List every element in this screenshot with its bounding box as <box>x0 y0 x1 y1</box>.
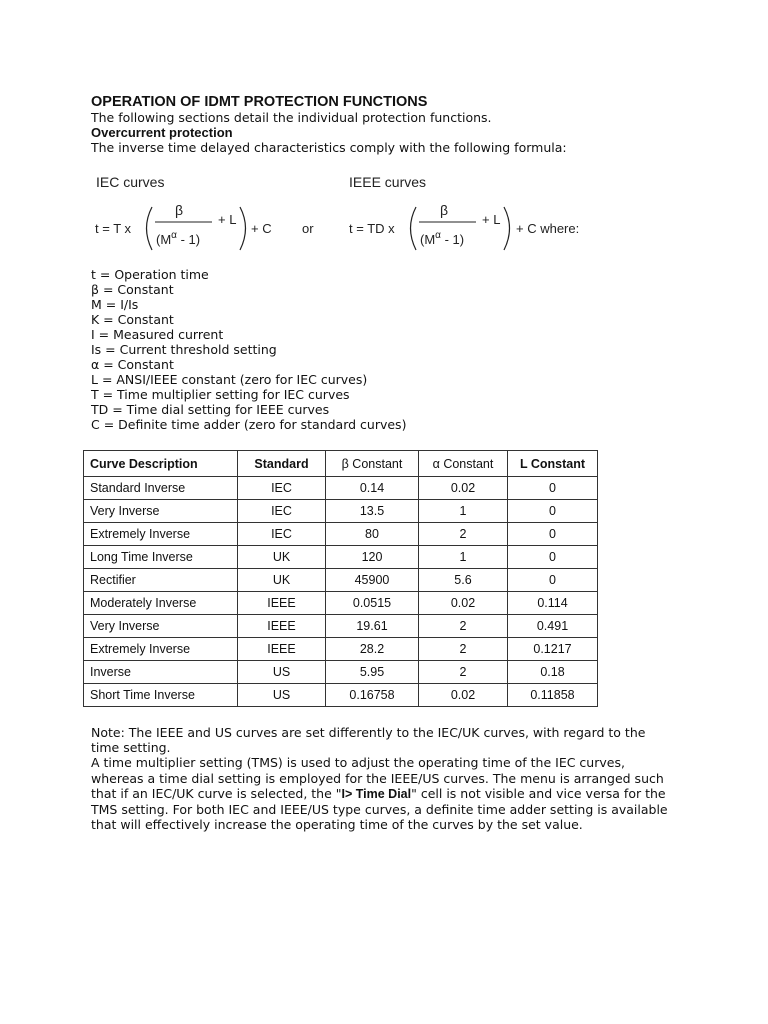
cell-alpha: 0.02 <box>419 592 508 615</box>
cell-alpha: 2 <box>419 523 508 546</box>
ieee-right-paren <box>504 207 510 250</box>
cell-standard: UK <box>238 546 326 569</box>
iec-plus-c: + C <box>251 221 272 236</box>
cell-standard: IEC <box>238 500 326 523</box>
definitions-list <box>91 267 406 432</box>
cell-curve: Extremely Inverse <box>84 523 238 546</box>
iec-left-paren <box>147 207 153 250</box>
cell-standard: IEEE <box>238 592 326 615</box>
formula-intro-text: The inverse time delayed characteristics comply with the following formula: <box>91 140 567 155</box>
cell-standard: IEEE <box>238 615 326 638</box>
table-row <box>84 661 598 684</box>
ieee-den-exp: α <box>435 230 441 241</box>
ieee-left-paren <box>411 207 417 250</box>
cell-alpha: 0.02 <box>419 477 508 500</box>
ieee-plus-l: + L <box>482 212 501 227</box>
definition-item: Is = Current threshold setting <box>91 342 277 357</box>
cell-standard: IEEE <box>238 638 326 661</box>
table-row <box>84 546 598 569</box>
cell-l: 0.1217 <box>508 638 598 661</box>
cell-curve: Standard Inverse <box>84 477 238 500</box>
iec-lhs: t = T x <box>95 221 132 236</box>
header-beta-constant: β Constant <box>326 451 419 477</box>
ieee-den-rest: - 1) <box>440 232 465 247</box>
page-title: OPERATION OF IDMT PROTECTION FUNCTIONS <box>91 94 428 110</box>
iec-numerator: β <box>175 202 184 218</box>
cell-l: 0 <box>508 546 598 569</box>
cell-alpha: 1 <box>419 500 508 523</box>
header-l-constant: L Constant <box>508 451 598 477</box>
iec-right-paren <box>240 207 246 250</box>
intro-text: The following sections detail the individual protection functions. <box>91 110 492 125</box>
definition-item: C = Definite time adder (zero for standard curves) <box>91 417 407 432</box>
table-row <box>84 523 598 546</box>
cell-l: 0.114 <box>508 592 598 615</box>
cell-curve: Very Inverse <box>84 500 238 523</box>
definition-item: K = Constant <box>91 312 174 327</box>
ieee-curves-label: IEEE curves <box>349 174 427 190</box>
iec-den-rest: - 1) <box>176 232 201 247</box>
iec-den-exp: α <box>171 230 177 241</box>
cell-standard: UK <box>238 569 326 592</box>
tms-text-after: " cell is not visible and vice versa for the TMS setting. For both IEC and IEEE/US type curves, a definite time adder setting is available that will effectively increase the operating time of the curves by the set value. <box>91 785 668 833</box>
cell-curve: Rectifier <box>84 569 238 592</box>
formula-figure <box>0 168 768 258</box>
table-row <box>84 615 598 638</box>
definition-item: α = Constant <box>91 357 174 372</box>
header-alpha-constant: α Constant <box>419 451 508 477</box>
cell-beta: 28.2 <box>326 638 419 661</box>
definition-item: TD = Time dial setting for IEEE curves <box>91 402 330 417</box>
cell-standard: US <box>238 661 326 684</box>
header-curve-description: Curve Description <box>84 451 238 477</box>
note-block <box>91 725 671 832</box>
cell-beta: 120 <box>326 546 419 569</box>
cell-alpha: 5.6 <box>419 569 508 592</box>
tms-paragraph <box>91 755 671 832</box>
header-standard: Standard <box>238 451 326 477</box>
cell-l: 0 <box>508 569 598 592</box>
cell-alpha: 2 <box>419 638 508 661</box>
cell-l: 0.11858 <box>508 684 598 707</box>
cell-alpha: 2 <box>419 661 508 684</box>
cell-curve: Very Inverse <box>84 615 238 638</box>
iec-denominator <box>156 230 200 247</box>
table-header-row <box>84 451 598 477</box>
tms-text-before: A time multiplier setting (TMS) is used to adjust the operating time of the IEC curves, whereas a time dial setting is employed for the IEEE/US curves. The menu is arranged such that if an IEC/UK curve is selected, the " <box>91 755 664 801</box>
cell-beta: 45900 <box>326 569 419 592</box>
cell-beta: 0.0515 <box>326 592 419 615</box>
cell-curve: Inverse <box>84 661 238 684</box>
cell-l: 0 <box>508 500 598 523</box>
cell-curve: Moderately Inverse <box>84 592 238 615</box>
cell-standard: US <box>238 684 326 707</box>
idmt-curves-table <box>83 450 598 707</box>
ieee-plus-c-where: + C where: <box>516 221 580 236</box>
definition-item: I = Measured current <box>91 327 224 342</box>
cell-l: 0.491 <box>508 615 598 638</box>
definition-item: β = Constant <box>91 282 174 297</box>
cell-alpha: 1 <box>419 546 508 569</box>
note-paragraph: Note: The IEEE and US curves are set differently to the IEC/UK curves, with regard to the time setting. <box>91 725 646 756</box>
cell-standard: IEC <box>238 477 326 500</box>
time-dial-cell-name: I> Time Dial <box>341 786 412 801</box>
cell-l: 0 <box>508 523 598 546</box>
table-row <box>84 592 598 615</box>
section-heading: Overcurrent protection <box>91 125 233 140</box>
cell-standard: IEC <box>238 523 326 546</box>
definition-item: t = Operation time <box>91 267 209 282</box>
definition-item: L = ANSI/IEEE constant (zero for IEC curves) <box>91 372 368 387</box>
iec-den-m: (M <box>156 232 172 247</box>
definition-item: M = I/Is <box>91 297 139 312</box>
cell-beta: 13.5 <box>326 500 419 523</box>
table-row <box>84 638 598 661</box>
table-row <box>84 500 598 523</box>
table-row <box>84 684 598 707</box>
cell-beta: 0.16758 <box>326 684 419 707</box>
ieee-lhs: t = TD x <box>349 221 395 236</box>
cell-beta: 80 <box>326 523 419 546</box>
cell-curve: Short Time Inverse <box>84 684 238 707</box>
cell-beta: 0.14 <box>326 477 419 500</box>
or-text: or <box>302 221 314 236</box>
ieee-denominator <box>420 230 464 247</box>
cell-curve: Long Time Inverse <box>84 546 238 569</box>
ieee-den-m: (M <box>420 232 436 247</box>
cell-alpha: 2 <box>419 615 508 638</box>
cell-l: 0 <box>508 477 598 500</box>
cell-curve: Extremely Inverse <box>84 638 238 661</box>
table-row <box>84 477 598 500</box>
cell-alpha: 0.02 <box>419 684 508 707</box>
ieee-numerator: β <box>440 202 449 218</box>
iec-curves-label: IEC curves <box>96 174 165 190</box>
definition-item: T = Time multiplier setting for IEC curves <box>91 387 350 402</box>
cell-l: 0.18 <box>508 661 598 684</box>
cell-beta: 5.95 <box>326 661 419 684</box>
iec-plus-l: + L <box>218 212 237 227</box>
table-row <box>84 569 598 592</box>
cell-beta: 19.61 <box>326 615 419 638</box>
